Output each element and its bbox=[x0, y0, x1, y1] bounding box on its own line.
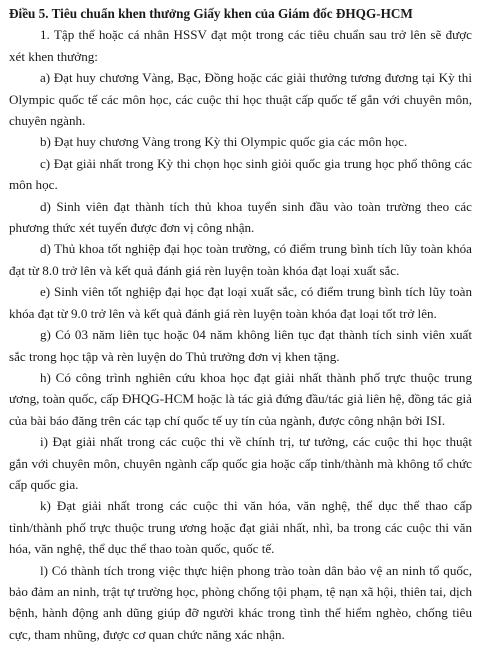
paragraph-k: k) Đạt giải nhất trong các cuộc thi văn hóa, văn nghệ, thể dục thể thao cấp tỉnh/thành phố trực thuộc trung ương hoặc đạt giải nhất, nhì, ba trong các cuộc thi văn hóa, văn nghệ, thể dục thể thao toàn quốc, quốc tế. bbox=[9, 498, 472, 557]
paragraph-i: i) Đạt giải nhất trong các cuộc thi về chính trị, tư tưởng, các cuộc thi học thuật gắn với chuyên môn, chuyên ngành cấp quốc gia hoặc cấp tỉnh/thành mà không tổ chức cấp quốc gia. bbox=[9, 434, 472, 492]
paragraph-d-graduation: d) Thủ khoa tốt nghiệp đại học toàn trường, có điểm trung bình tích lũy toàn khóa đạt từ 8.0 trở lên và kết quả đánh giá rèn luyện toàn khóa đạt loại xuất sắc. bbox=[9, 241, 472, 278]
paragraph-c: c) Đạt giải nhất trong Kỳ thi chọn học sinh giỏi quốc gia trung học phổ thông các môn học. bbox=[9, 155, 472, 193]
paragraph-h: h) Có công trình nghiên cứu khoa học đạt giải nhất thành phố trực thuộc trung ương, toàn quốc, cấp ĐHQG-HCM hoặc là tác giả đứng đầu/tác giả liên hệ, đồng tác giả của bài báo đăng trên các tạp chí quốc tế uy tín của ngành, được công nhận bởi ISI. bbox=[9, 369, 472, 428]
paragraph-b: b) Đạt huy chương Vàng trong Kỳ thi Olympic quốc gia các môn học. bbox=[40, 134, 408, 150]
paragraph-l: l) Có thành tích trong việc thực hiện phong trào toàn dân bảo vệ an ninh tổ quốc, bảo đảm an ninh, trật tự trường học, phòng chống tội phạm, tệ nạn xã hội, thiên tai, dịch bệnh, hành động anh dũng giúp đỡ người khác trong tình thế hiểm nghèo, chống tiêu cực, tham nhũng, được cơ quan chức năng xác nhận. bbox=[9, 562, 472, 642]
article-title: Điều 5. Tiêu chuẩn khen thưởng Giấy khen của Giám đốc ĐHQG-HCM bbox=[9, 6, 413, 21]
paragraph-g: g) Có 03 năm liên tục hoặc 04 năm không liên tục đạt thành tích sinh viên xuất sắc trong học tập và rèn luyện do Thủ trưởng đơn vị khen tặng. bbox=[9, 327, 472, 364]
paragraph-e: e) Sinh viên tốt nghiệp đại học đạt loại xuất sắc, có điểm trung bình tích lũy toàn khóa đạt từ 9.0 trở lên và kết quả đánh giá rèn luyện toàn khóa đạt loại tốt trở lên. bbox=[9, 284, 472, 321]
paragraph-d-admission: d) Sinh viên đạt thành tích thủ khoa tuyển sinh đầu vào toàn trường theo các phương thức xét tuyển được đơn vị công nhận. bbox=[9, 198, 472, 236]
paragraph-intro: 1. Tập thể hoặc cá nhân HSSV đạt một trong các tiêu chuẩn sau trở lên sẽ được xét khen thưởng: bbox=[9, 27, 472, 64]
paragraph-a: a) Đạt huy chương Vàng, Bạc, Đồng hoặc các giải thưởng tương đương tại Kỳ thi Olympic quốc tế các môn học, các cuộc thi học thuật cấp quốc tế gắn với chuyên môn, chuyên ngành. bbox=[9, 70, 472, 129]
